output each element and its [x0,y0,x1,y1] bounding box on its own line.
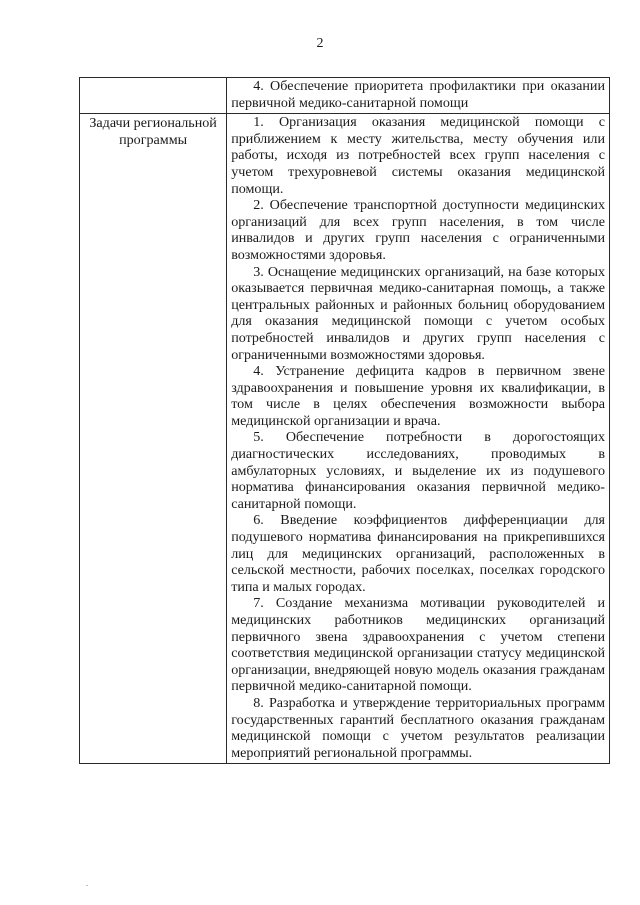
page-number: 2 [316,36,324,51]
scan-artifact [86,885,88,886]
row-label [80,78,226,79]
table-row [80,114,610,764]
list-item: 8. Разработка и утверждение территориальных программ государственных гарантий бесплатного оказания гражданам медицинской помощи с учетом результатов реализации мероприятий региональной программы. [231,694,605,761]
list-item: 7. Создание механизма мотивации руководителей и медицинских работников медицинских организаций первичного звена здравоохранения с учетом степени соответствия медицинской организации статусу медицинской организации, внедряющей новую модель оказания гражданам первичной медико-санитарной помощи. [231,595,605,695]
list-item: 2. Обеспечение транспортной доступности медицинских организаций для всех групп населения, в том числе инвалидов и других групп населения с ограниченными возможностями здоровья. [231,197,605,263]
row-label-cell [80,78,227,114]
list-item: 1. Организация оказания медицинской помощи с приближением к месту жительства, месту обучения или работы, исходя из потребностей всех групп населения с учетом трехуровневой системы оказания медицинской помощи. [231,114,605,197]
row-content-cell [227,114,610,764]
row-label-cell [80,114,227,764]
list-item: 6. Введение коэффициентов дифференциации для подушевого норматива финансирования на прикрепившихся лиц для медицинских организаций, расположенных в сельской местности, рабочих поселках, поселках городского типа и малых городах. [231,512,605,595]
list-item: 5. Обеспечение потребности в дорогостоящих диагностических исследованиях, проводимых в амбулаторных условиях, и выделение их из подушевого норматива финансирования оказания первичной медико-санитарной помощи. [231,429,605,512]
row-content-cell [227,78,610,114]
table-row [80,78,610,114]
program-table [79,77,610,764]
list-item: 4. Обеспечение приоритета профилактики при оказании первичной медико-санитарной помощи [231,78,605,111]
list-item: 3. Оснащение медицинских организаций, на базе которых оказывается первичная медико-санитарная помощь, а также центральных районных и районных больниц оборудованием для оказания медицинской помощи с учетом особых потребностей инвалидов и других групп населения с ограниченными возможностями здоровья. [231,263,605,363]
list-item: 4. Устранение дефицита кадров в первичном звене здравоохранения и повышение уровня их квалификации, в том числе в целях обеспечения возможности выбора медицинской организации и врача. [231,363,605,429]
row-label: Задачи региональной программы [89,115,217,148]
